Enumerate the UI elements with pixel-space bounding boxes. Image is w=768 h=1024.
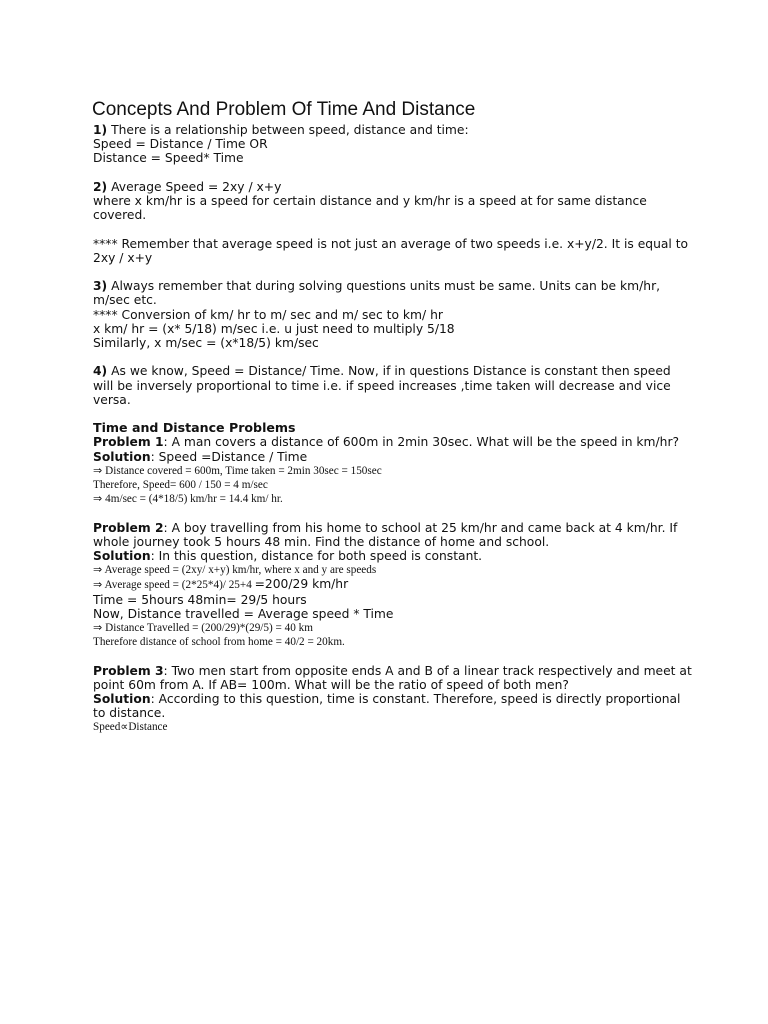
solution-step: ⇒ 4m/sec = (4*18/5) km/hr = 14.4 km/ hr. [93, 493, 283, 506]
problem-text: : A man covers a distance of 600m in 2min 30sec. What will be the speed in km/hr? [163, 435, 680, 450]
section-heading: Time and Distance Problems [93, 420, 296, 436]
solution-step [93, 577, 693, 592]
solution-step: ⇒ Average speed = (2xy/ x+y) km/hr, where x and y are speeds [93, 564, 377, 577]
solution-step-part: ⇒ Average speed = (2*25*4)/ 25+4 [93, 579, 255, 592]
conversion-msec: Similarly, x m/sec = (x*18/5) km/sec [93, 336, 319, 350]
solution-2 [93, 549, 693, 563]
point-3 [93, 279, 693, 307]
point-number: 4) [93, 364, 108, 379]
point-number: 3) [93, 279, 108, 294]
problem-label: Problem 3 [93, 663, 164, 678]
solution-text: : In this question, distance for both speed is constant. [150, 549, 483, 563]
solution-label: Solution [93, 692, 151, 707]
solution-3 [93, 692, 693, 720]
point-text: Always remember that during solving questions units must be same. Units can be km/hr, m/sec etc. [93, 279, 661, 308]
problem-label: Problem 2 [93, 520, 164, 535]
point-text: As we know, Speed = Distance/ Time. Now, if in questions Distance is constant then speed will be inversely proportional to time i.e. if speed increases ,time taken will decrease and vice versa. [93, 364, 671, 407]
point-2-explanation: where x km/hr is a speed for certain distance and y km/hr is a speed at for same distance covered. [93, 194, 647, 223]
point-text: Average Speed = 2xy / x+y [107, 179, 282, 194]
point-1 [93, 123, 693, 137]
page-title: Concepts And Problem Of Time And Distance [92, 99, 476, 120]
solution-label: Solution [93, 449, 151, 464]
problem-1 [93, 435, 693, 449]
solution-step: Therefore distance of school from home = 40/2 = 20km. [93, 636, 345, 649]
conversion-note: **** Conversion of km/ hr to m/ sec and m/ sec to km/ hr [93, 307, 443, 322]
formula-distance: Distance = Speed* Time [93, 151, 244, 166]
problem-2 [93, 521, 693, 549]
problem-label: Problem 1 [93, 435, 164, 450]
formula-speed: Speed = Distance / Time OR [93, 137, 268, 152]
solution-step: ⇒ Distance covered = 600m, Time taken = 2min 30sec = 150sec [93, 464, 382, 477]
point-2 [93, 180, 693, 194]
solution-text: : According to this question, time is constant. Therefore, speed is directly proportional to distance. [93, 692, 681, 721]
solution-text: : Speed =Distance / Time [150, 449, 308, 464]
point-4 [93, 364, 693, 407]
problem-3 [93, 664, 693, 692]
conversion-kmhr: x km/ hr = (x* 5/18) m/sec i.e. u just need to multiply 5/18 [93, 321, 455, 336]
problem-text: : A boy travelling from his home to school at 25 km/hr and came back at 4 km/hr. If whole journey took 5 hours 48 min. Find the distance of home and school. [93, 520, 678, 549]
solution-label: Solution [93, 549, 151, 563]
solution-step: Time = 5hours 48min= 29/5 hours [93, 592, 307, 607]
solution-step-part: =200/29 km/hr [254, 577, 349, 592]
average-speed-note: **** Remember that average speed is not just an average of two speeds i.e. x+y/2. It is equal to 2xy / x+y [93, 236, 689, 265]
solution-step: ⇒ Distance Travelled = (200/29)*(29/5) = 40 km [93, 622, 313, 635]
document-body [93, 99, 693, 735]
problem-text: : Two men start from opposite ends A and B of a linear track respectively and meet at point 60m from A. If AB= 100m. What will be the ratio of speed of both men? [93, 663, 692, 692]
point-number: 2) [93, 179, 108, 194]
solution-step: Speed∝Distance [93, 721, 168, 734]
solution-1 [93, 450, 693, 464]
point-number: 1) [93, 123, 108, 137]
solution-step: Therefore, Speed= 600 / 150 = 4 m/sec [93, 479, 268, 491]
solution-step: Now, Distance travelled = Average speed * Time [93, 606, 394, 621]
point-text: There is a relationship between speed, distance and time: [107, 123, 469, 137]
